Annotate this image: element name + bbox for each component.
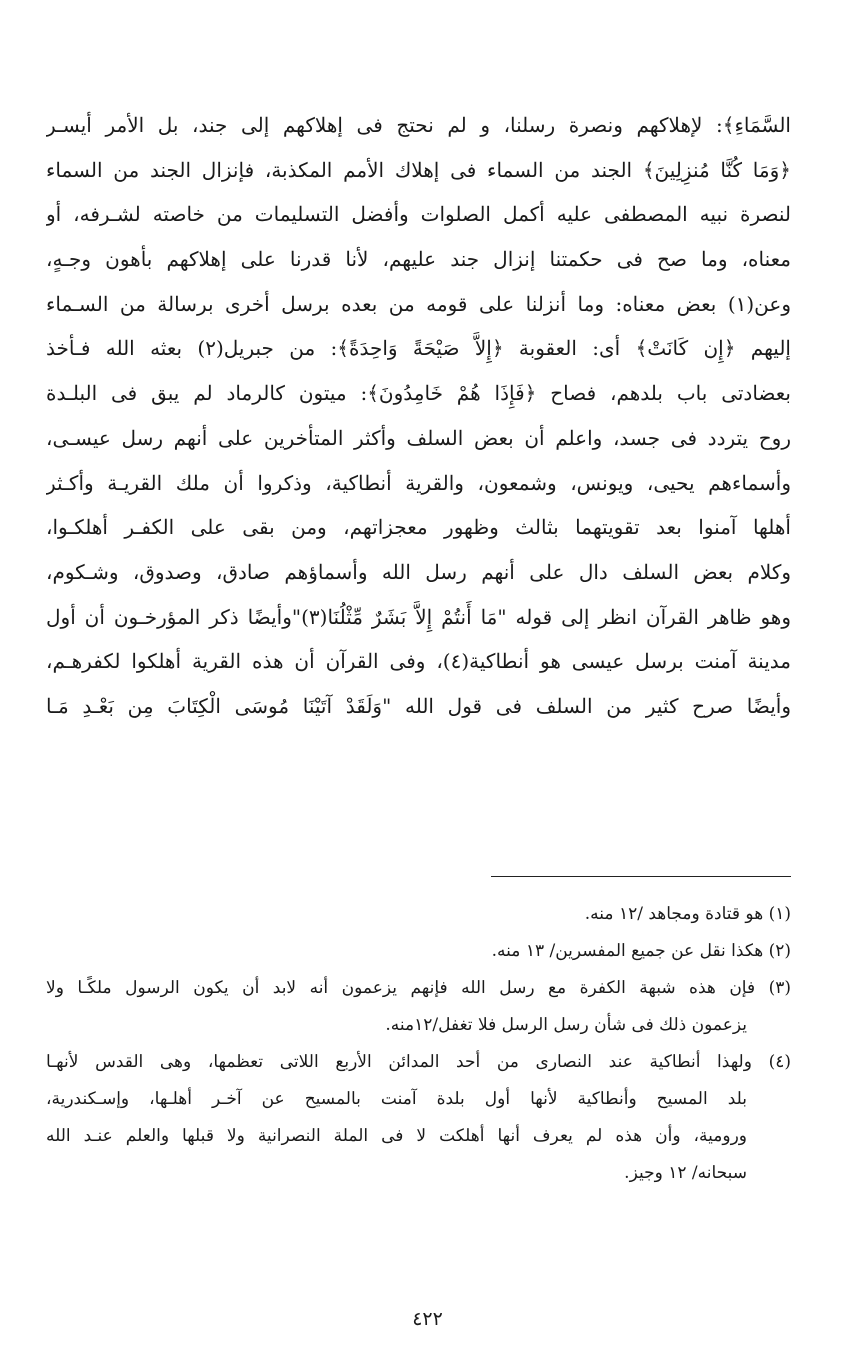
- text-line: وأسماءهم يحيى، ويونس، وشمعون، والقرية أنطاكية، وذكروا أن ملك القريـة وأكـثر: [46, 470, 791, 495]
- text-line: وكلام بعض السلف دال على أنهم رسل الله وأسماؤهم صادق، وصدوق، وشـكوم،: [46, 559, 791, 584]
- text-line: لنصرة نبيه المصطفى عليه أكمل الصلوات وأفضل التسليمات من خاصته لشـرفه، أو: [46, 202, 791, 227]
- text-line: أهلها آمنوا بعد تقويتهما بثالث وظهور معجزاتهم، ومن بقى على الكفـر أهلكـوا،: [46, 515, 791, 540]
- page-number: ٤٢٢: [412, 1308, 443, 1330]
- text-line: وهو ظاهر القرآن انظر إلى قوله "مَا أَنتُمْ إِلاَّ بَشَرٌ مِّثْلُنَا(٣)"وأيضًا ذكر المؤرخـون أن أول: [46, 604, 791, 629]
- footnote-4-continuation: ورومية، وأن هذه لم يعرف أنها أهلكت لا فى الملة النصرانية ولا قبلها والعلم عنـد الله: [46, 1126, 747, 1146]
- text-line: مدينة آمنت برسل عيسى هو أنطاكية(٤)، وفى القرآن أن هذه القرية أهلكوا لكفرهـم،: [46, 649, 791, 674]
- footnote-2: (٢) هكذا نقل عن جميع المفسرين/ ١٣ منه.: [491, 941, 791, 961]
- text-line: بعضادتى باب بلدهم، فصاح ﴿فَإِذَا هُمْ خَامِدُونَ﴾: ميتون كالرماد لم يبق فى البلـدة: [46, 381, 791, 406]
- footnotes-block: [46, 896, 791, 1192]
- footnote-4: (٤) ولهذا أنطاكية عند النصارى من أحد المدائن الأربع اللاتى تعظمها، وهى القدس لأنهـا: [46, 1052, 791, 1072]
- footnote-4-continuation: بلد المسيح وأنطاكية لأنها أول بلدة آمنت بالمسيح عن آخـر أهلـها، وإسـكندرية،: [46, 1089, 747, 1109]
- text-line: السَّمَاءِ﴾: لإهلاكهم ونصرة رسلنا، و لم نحتج فى إهلاكهم إلى جند، بل الأمر أيسـر: [46, 113, 791, 137]
- footnote-3-continuation: يزعمون ذلك فى شأن رسل الرسل فلا تغفل/١٢منه.: [385, 1015, 747, 1035]
- footnote-4-continuation: سبحانه/ ١٢ وجيز.: [624, 1163, 747, 1183]
- text-line: ﴿وَمَا كُنَّا مُنزِلِينَ﴾ الجند من السماء فى إهلاك الأمم المكذبة، فإنزال الجند من السماء: [46, 157, 791, 182]
- footnote-3: (٣) فإن هذه شبهة الكفرة مع رسل الله فإنهم يزعمون أنه لابد أن يكون الرسول ملكًـا ولا: [46, 978, 791, 998]
- text-line: معناه، وما صح فى حكمتنا إنزال جند عليهم، لأنا قدرنا على إهلاكهم بأهون وجـهٍ،: [46, 247, 791, 272]
- footnote-1: (١) هو قتادة ومجاهد /١٢ منه.: [584, 904, 791, 924]
- text-line: وأيضًا صرح كثير من السلف فى قول الله "وَلَقَدْ آتَيْنَا مُوسَى الْكِتَابَ مِن بَعْـدِ مَـا: [46, 693, 791, 718]
- footnote-separator-rule: [491, 876, 791, 877]
- main-text-block: [46, 103, 791, 729]
- text-line: وعن(١) بعض معناه: وما أنزلنا على قومه من بعده برسل أخرى برسالة من السـماء: [46, 291, 791, 316]
- text-line: إليهم ﴿إِن كَانَتْ﴾ أى: العقوبة ﴿إِلاَّ صَيْحَةً وَاحِدَةً﴾: من جبريل(٢) بعثه الله فـأخذ: [46, 336, 791, 361]
- text-line: روح يتردد فى جسد، واعلم أن بعض السلف وأكثر المتأخرين على أنهم رسل عيسـى،: [46, 425, 791, 450]
